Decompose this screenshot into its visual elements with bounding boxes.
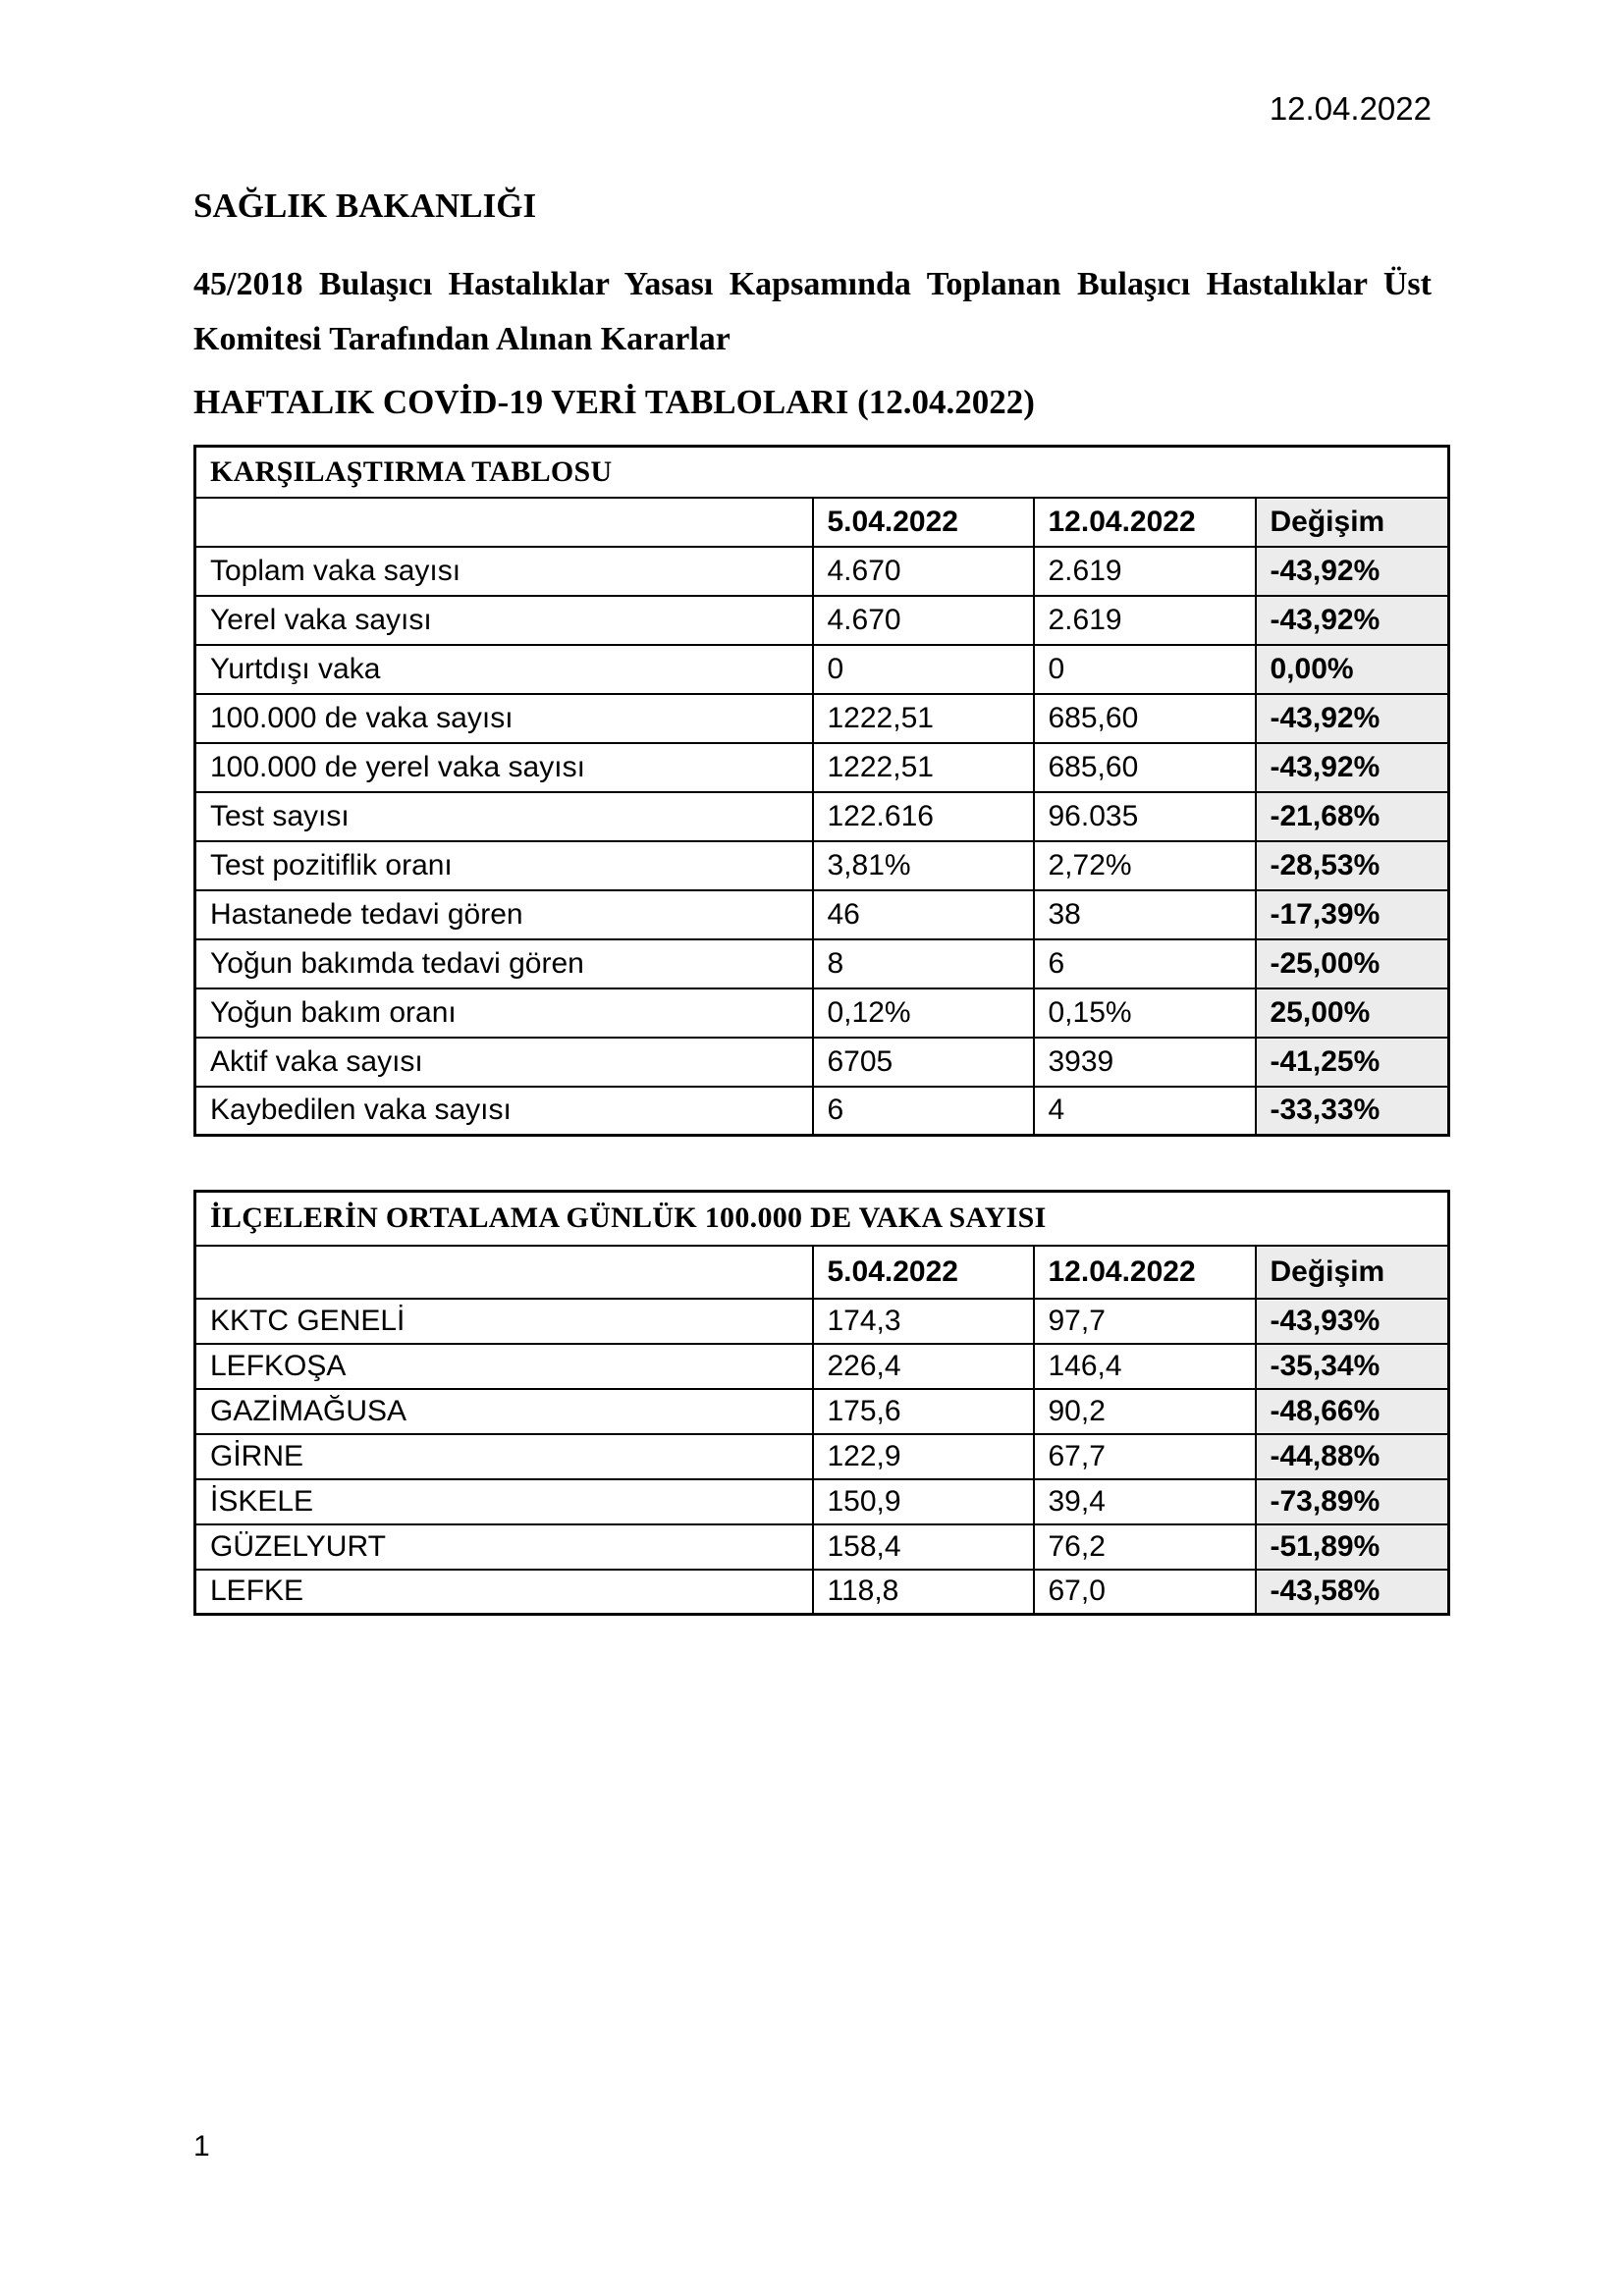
row-label: 100.000 de vaka sayısı <box>195 694 813 743</box>
table-row <box>195 694 1449 743</box>
value-cell: 2,72% <box>1034 841 1256 890</box>
value-cell: 6 <box>813 1087 1034 1136</box>
change-cell: -33,33% <box>1256 1087 1449 1136</box>
value-cell: 39,4 <box>1034 1479 1256 1524</box>
value-cell: 3939 <box>1034 1038 1256 1087</box>
value-cell: 90,2 <box>1034 1389 1256 1434</box>
district-incidence-table <box>193 1190 1450 1616</box>
change-cell: 25,00% <box>1256 988 1449 1038</box>
row-label: Test pozitiflik oranı <box>195 841 813 890</box>
table-title-row <box>195 1192 1449 1246</box>
table-row <box>195 1524 1449 1570</box>
comparison-table-body <box>195 447 1449 1136</box>
table-header-row <box>195 498 1449 547</box>
column-header: 12.04.2022 <box>1034 1246 1256 1299</box>
change-cell: -43,92% <box>1256 743 1449 792</box>
value-cell: 685,60 <box>1034 694 1256 743</box>
value-cell: 685,60 <box>1034 743 1256 792</box>
value-cell: 8 <box>813 939 1034 988</box>
row-label: Yerel vaka sayısı <box>195 596 813 645</box>
value-cell: 67,7 <box>1034 1434 1256 1479</box>
ministry-heading: SAĞLIK BAKANLIĞI <box>193 187 537 225</box>
value-cell: 0 <box>1034 645 1256 694</box>
table-header-row <box>195 1246 1449 1299</box>
table-row <box>195 1434 1449 1479</box>
law-decision-paragraph: 45/2018 Bulaşıcı Hastalıklar Yasası Kapsamında Toplanan Bulaşıcı Hastalıklar Üst Komitesi Tarafından Alınan Kararlar <box>193 266 1432 357</box>
value-cell: 2.619 <box>1034 547 1256 596</box>
column-header: 5.04.2022 <box>813 498 1034 547</box>
table-row <box>195 1299 1449 1344</box>
row-label: Hastanede tedavi gören <box>195 890 813 939</box>
row-label: Yoğun bakımda tedavi gören <box>195 939 813 988</box>
row-label: Yurtdışı vaka <box>195 645 813 694</box>
row-label: Yoğun bakım oranı <box>195 988 813 1038</box>
value-cell: 4.670 <box>813 596 1034 645</box>
column-header-empty <box>195 1246 813 1299</box>
change-cell: -43,92% <box>1256 547 1449 596</box>
column-header: Değişim <box>1256 498 1449 547</box>
change-cell: -73,89% <box>1256 1479 1449 1524</box>
change-cell: -44,88% <box>1256 1434 1449 1479</box>
row-label: Aktif vaka sayısı <box>195 1038 813 1087</box>
value-cell: 76,2 <box>1034 1524 1256 1570</box>
column-header-empty <box>195 498 813 547</box>
table-row <box>195 1344 1449 1389</box>
document-date: 12.04.2022 <box>1269 90 1432 127</box>
change-cell: -43,92% <box>1256 596 1449 645</box>
weekly-tables-heading: HAFTALIK COVİD-19 VERİ TABLOLARI (12.04.2022) <box>193 383 1035 421</box>
row-label: GAZİMAĞUSA <box>195 1389 813 1434</box>
value-cell: 1222,51 <box>813 743 1034 792</box>
value-cell: 0,15% <box>1034 988 1256 1038</box>
row-label: İSKELE <box>195 1479 813 1524</box>
value-cell: 226,4 <box>813 1344 1034 1389</box>
change-cell: -35,34% <box>1256 1344 1449 1389</box>
row-label: 100.000 de yerel vaka sayısı <box>195 743 813 792</box>
value-cell: 0,12% <box>813 988 1034 1038</box>
change-cell: -28,53% <box>1256 841 1449 890</box>
value-cell: 175,6 <box>813 1389 1034 1434</box>
table-title: İLÇELERİN ORTALAMA GÜNLÜK 100.000 DE VAKA SAYISI <box>195 1192 1449 1246</box>
row-label: LEFKOŞA <box>195 1344 813 1389</box>
row-label: GÜZELYURT <box>195 1524 813 1570</box>
table-row <box>195 1038 1449 1087</box>
value-cell: 4.670 <box>813 547 1034 596</box>
value-cell: 2.619 <box>1034 596 1256 645</box>
value-cell: 122,9 <box>813 1434 1034 1479</box>
change-cell: -17,39% <box>1256 890 1449 939</box>
value-cell: 38 <box>1034 890 1256 939</box>
column-header: 5.04.2022 <box>813 1246 1034 1299</box>
change-cell: -43,92% <box>1256 694 1449 743</box>
value-cell: 6 <box>1034 939 1256 988</box>
table-row <box>195 547 1449 596</box>
value-cell: 4 <box>1034 1087 1256 1136</box>
change-cell: 0,00% <box>1256 645 1449 694</box>
value-cell: 6705 <box>813 1038 1034 1087</box>
value-cell: 146,4 <box>1034 1344 1256 1389</box>
table-row <box>195 596 1449 645</box>
value-cell: 150,9 <box>813 1479 1034 1524</box>
change-cell: -43,58% <box>1256 1570 1449 1615</box>
change-cell: -41,25% <box>1256 1038 1449 1087</box>
table-row <box>195 939 1449 988</box>
page-number: 1 <box>193 2130 210 2163</box>
value-cell: 97,7 <box>1034 1299 1256 1344</box>
value-cell: 0 <box>813 645 1034 694</box>
value-cell: 122.616 <box>813 792 1034 841</box>
value-cell: 67,0 <box>1034 1570 1256 1615</box>
table-row <box>195 1087 1449 1136</box>
column-header: 12.04.2022 <box>1034 498 1256 547</box>
row-label: GİRNE <box>195 1434 813 1479</box>
value-cell: 174,3 <box>813 1299 1034 1344</box>
row-label: LEFKE <box>195 1570 813 1615</box>
table-title-row <box>195 447 1449 498</box>
table-row <box>195 890 1449 939</box>
change-cell: -43,93% <box>1256 1299 1449 1344</box>
value-cell: 96.035 <box>1034 792 1256 841</box>
table-row <box>195 841 1449 890</box>
comparison-table <box>193 445 1450 1137</box>
column-header: Değişim <box>1256 1246 1449 1299</box>
value-cell: 158,4 <box>813 1524 1034 1570</box>
table-row <box>195 792 1449 841</box>
change-cell: -48,66% <box>1256 1389 1449 1434</box>
change-cell: -25,00% <box>1256 939 1449 988</box>
table-row <box>195 1570 1449 1615</box>
table-row <box>195 1479 1449 1524</box>
table-row <box>195 988 1449 1038</box>
row-label: Toplam vaka sayısı <box>195 547 813 596</box>
table-title: KARŞILAŞTIRMA TABLOSU <box>195 447 1449 498</box>
row-label: Test sayısı <box>195 792 813 841</box>
row-label: Kaybedilen vaka sayısı <box>195 1087 813 1136</box>
value-cell: 46 <box>813 890 1034 939</box>
value-cell: 1222,51 <box>813 694 1034 743</box>
district-incidence-table-body <box>195 1192 1449 1615</box>
table-row <box>195 743 1449 792</box>
change-cell: -51,89% <box>1256 1524 1449 1570</box>
table-row <box>195 1389 1449 1434</box>
table-row <box>195 645 1449 694</box>
row-label: KKTC GENELİ <box>195 1299 813 1344</box>
value-cell: 3,81% <box>813 841 1034 890</box>
change-cell: -21,68% <box>1256 792 1449 841</box>
value-cell: 118,8 <box>813 1570 1034 1615</box>
